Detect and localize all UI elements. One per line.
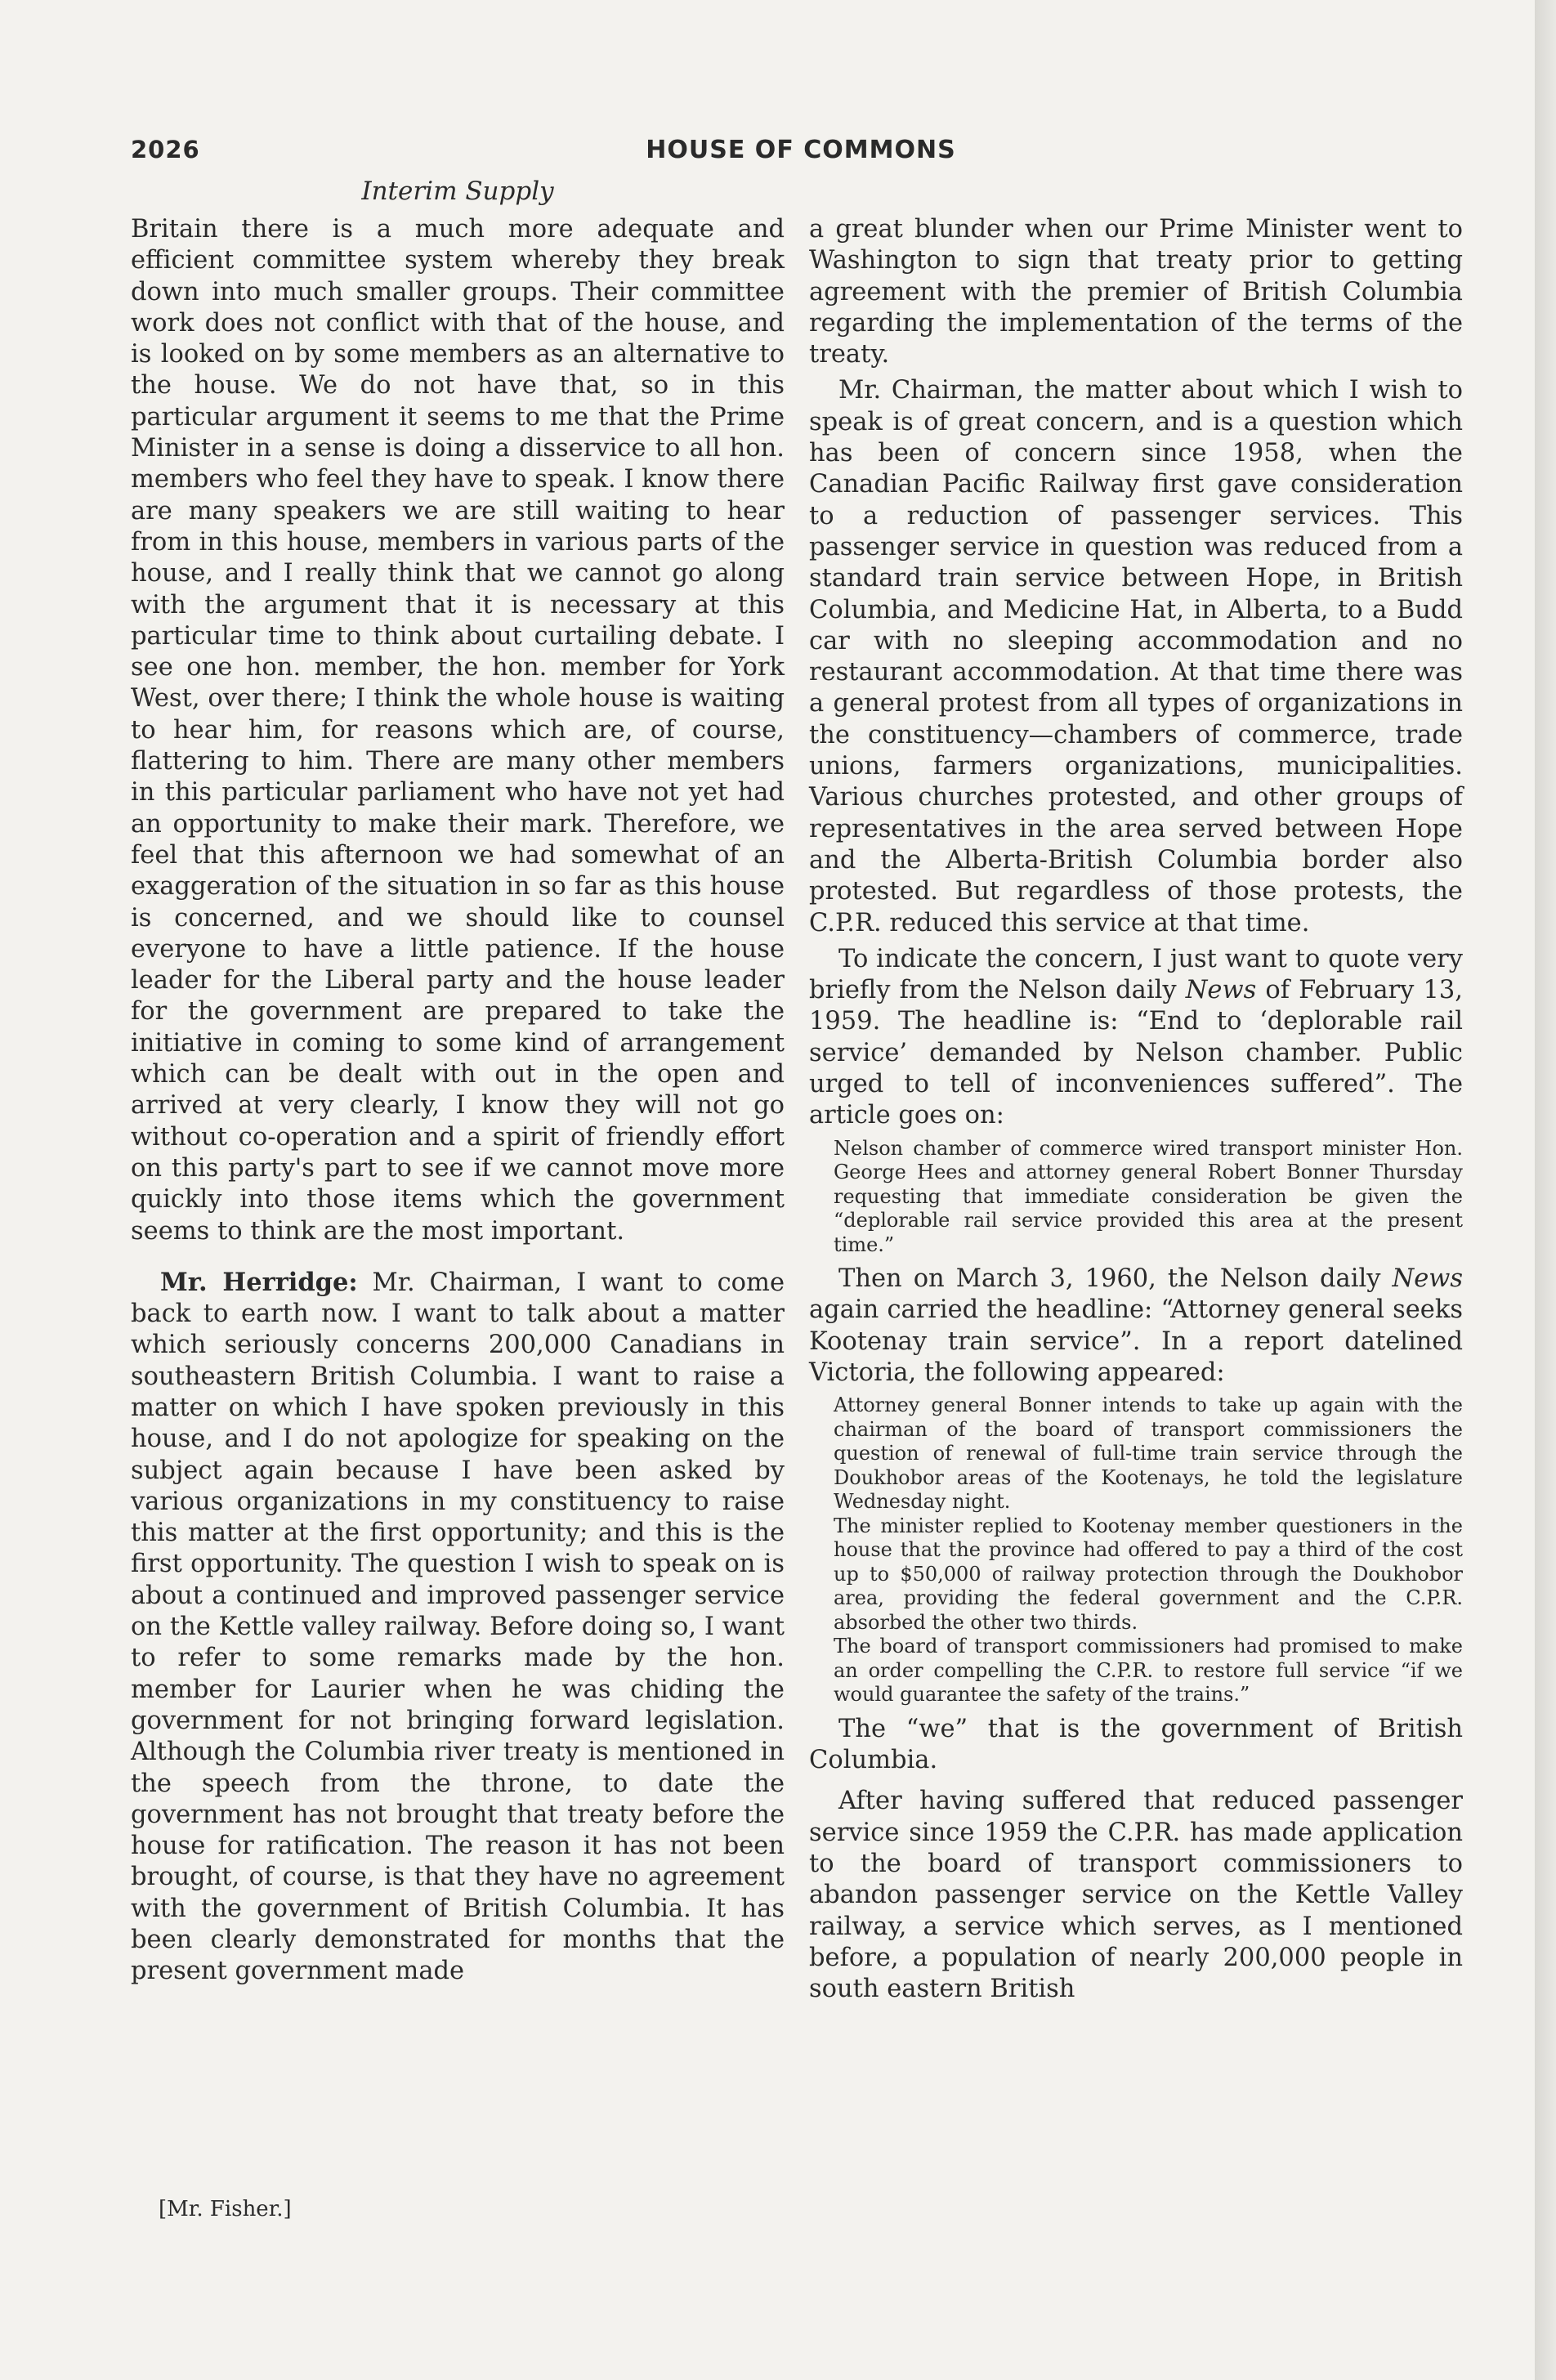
text-run: of February 13, 1959. The headline is: “End to ‘deplorable rail service’ demanded by Nelson chamber. Public urged to tell of inconveniences suffered”. The article goes on: bbox=[809, 976, 1463, 1130]
text-run: Then on March 3, 1960, the Nelson daily bbox=[838, 1264, 1393, 1294]
paragraph bbox=[809, 1264, 1463, 1389]
page-header bbox=[131, 136, 1471, 172]
quote-paragraph: Attorney general Bonner intends to take up again with the chairman of the board of transport commissioners the question of renewal of full-time train service through the Doukhobor areas of the Kootenays, he told the legislature Wednesday night. bbox=[834, 1394, 1463, 1514]
quote-paragraph: Nelson chamber of commerce wired transport minister Hon. George Hees and attorney general Robert Bonner Thursday requesting that immediate consideration be given the “deplorable rail service provided this area at the present time.” bbox=[834, 1136, 1463, 1256]
section-subhead: Interim Supply bbox=[361, 177, 554, 206]
text-run: again carried the headline: “Attorney general seeks Kootenay train service”. In a report datelined Victoria, the following appeared: bbox=[809, 1295, 1463, 1387]
right-column bbox=[809, 214, 1463, 2005]
newspaper-name: News bbox=[1392, 1264, 1463, 1294]
running-head: HOUSE OF COMMONS bbox=[646, 136, 956, 164]
left-column bbox=[131, 214, 785, 1988]
paragraph: The “we” that is the government of British Columbia. bbox=[809, 1714, 1463, 1775]
quote-paragraph: The minister replied to Kootenay member questioners in the house that the province had offered to pay a third of the cost up to $50,000 of railway protection through the Doukhobor area, providing the federal government and the C.P.R. absorbed the other two thirds. bbox=[834, 1514, 1463, 1634]
newspaper-name: News bbox=[1185, 976, 1257, 1005]
paragraph bbox=[809, 944, 1463, 1132]
block-quote bbox=[834, 1137, 1463, 1258]
paragraph: Britain there is a much more adequate and efficient committee system whereby they break down into much smaller groups. Their committee work does not conflict with that of the house, and is looked on by some members as an alternative to the house. We do not have that, so in this particular argument it seems to me that the Prime Minister in a sense is doing a disservice to all hon. members who feel they have to speak. I know there are many speakers we are still waiting to hear from in this house, members in various parts of the house, and I really think that we cannot go along with the argument that it is necessary at this particular time to think about curtailing debate. I see one hon. member, the hon. member for York West, over there; I think the whole house is waiting to hear him, for reasons which are, of course, flattering to him. There are many other members in this particular parliament who have not yet had an opportunity to make their mark. Therefore, we feel that this afternoon we had somewhat of an exaggeration of the situation in so far as this house is concerned, and we should like to counsel everyone to have a little patience. If the house leader for the Liberal party and the house leader for the government are prepared to take the initiative in coming to some kind of arrangement which can be dealt with out in the open and arrived at very clearly, I know they will not go without co-operation and a spirit of friendly effort on this party's part to see if we cannot move more quickly into those items which the government seems to think are the most important. bbox=[131, 215, 785, 1246]
speaker-name: Mr. Herridge: bbox=[160, 1267, 358, 1297]
page-edge bbox=[1535, 0, 1556, 2380]
block-quote bbox=[834, 1394, 1463, 1707]
speech-text: Mr. Chairman, I want to come back to earth now. I want to talk about a matter which seriously concerns 200,000 Canadians in southeastern British Columbia. I want to raise a matter on which I have spoken previously in this house, and I do not apologize for speaking on the subject again because I have been asked by various organizations in my constituency to raise this matter at the first opportunity; and this is the first opportunity. The question I wish to speak on is about a continued and improved passenger service on the Kettle valley railway. Before doing so, I want to refer to some remarks made by the hon. member for Laurier when he was chiding the government for not bringing forward legislation. Although the Columbia river treaty is mentioned in the speech from the throne, to date the government has not brought that treaty before the house for ratification. The reason it has not been brought, of course, is that they have no agreement with the government of British Columbia. It has been clearly demonstrated for months that the present government made bbox=[131, 1268, 785, 1986]
text-run: To indicate the concern, I just want to quote very briefly from the Nelson daily bbox=[809, 944, 1463, 1005]
paragraph: a great blunder when our Prime Minister went to Washington to sign that treaty prior to getting agreement with the premier of British Columbia regarding the implementation of the terms of the treaty. bbox=[809, 215, 1463, 369]
speaker-paragraph bbox=[131, 1267, 785, 1988]
quote-paragraph: The board of transport commissioners had promised to make an order compelling the C.P.R. to restore full service “if we would guarantee the safety of the trains.” bbox=[834, 1635, 1463, 1707]
page-number: 2026 bbox=[131, 136, 200, 163]
paragraph: Mr. Chairman, the matter about which I wish to speak is of great concern, and is a question which has been of concern since 1958, when the Canadian Pacific Railway first gave consideration to a reduction of passenger services. This passenger service in question was reduced from a standard train service between Hope, in British Columbia, and Medicine Hat, in Alberta, to a Budd car with no sleeping accommodation and no restaurant accommodation. At that time there was a general protest from all types of organizations in the constituency—chambers of commerce, trade unions, farmers organizations, municipalities. Various churches protested, and other groups of representatives in the area served between Hope and the Alberta-British Columbia border also protested. But regardless of those protests, the C.P.R. reduced this service at that time. bbox=[809, 376, 1463, 937]
speaker-attribution: [Mr. Fisher.] bbox=[159, 2197, 292, 2221]
paragraph: After having suffered that reduced passenger service since 1959 the C.P.R. has made application to the board of transport commissioners to abandon passenger service on the Kettle Valley railway, a service which serves, as I mentioned before, a population of nearly 200,000 people in south eastern British bbox=[809, 1787, 1463, 2004]
